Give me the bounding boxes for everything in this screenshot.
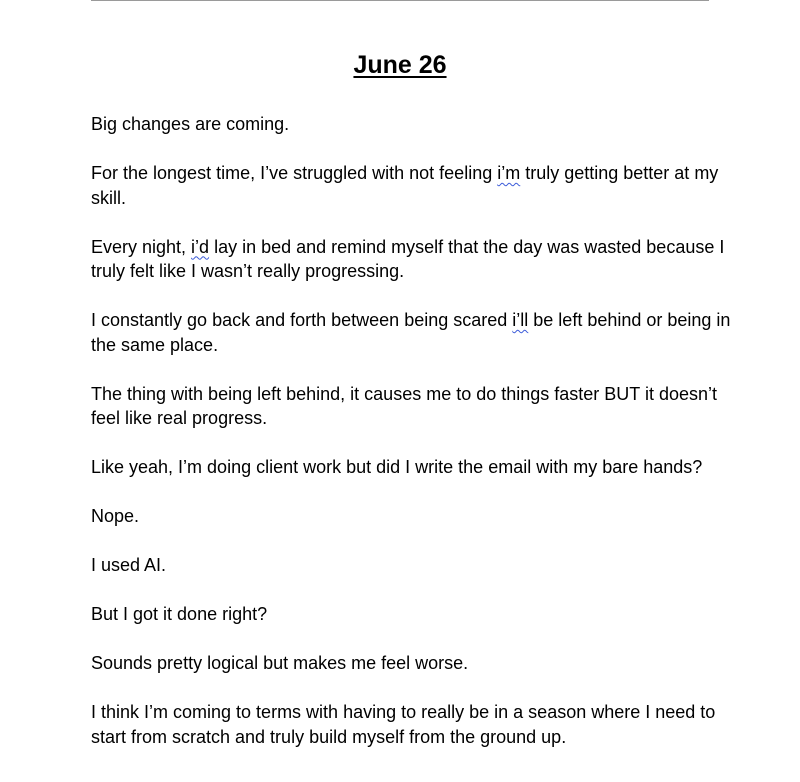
- paragraph-text: But I got it done right?: [91, 604, 268, 624]
- paragraph: [91, 161, 731, 210]
- paragraph-text: Every night,: [91, 236, 192, 257]
- paragraph-text: Sounds pretty logical but makes me feel worse.: [91, 653, 469, 673]
- paragraph-text: For the longest time, I’ve struggled with not feeling: [91, 163, 498, 183]
- paragraph-text: lay in bed and remind myself that the day was wasted because I truly felt like I wasn’t really progressing.: [91, 236, 725, 281]
- paragraph-text: be left behind or being in the same place.: [91, 310, 731, 355]
- paragraph-text: The thing with being left behind, it causes me to do things faster BUT it doesn’t feel like real progress.: [91, 383, 718, 428]
- paragraph: [91, 651, 731, 676]
- paragraph: [91, 700, 731, 749]
- paragraph-text: Big changes are coming.: [91, 114, 290, 134]
- paragraph: [91, 455, 731, 480]
- paragraph: [91, 235, 731, 284]
- paragraph-text: I think I’m coming to terms with having to really be in a season where I need to start from scratch and truly build myself from the ground up.: [91, 702, 716, 747]
- document-title: June 26: [353, 51, 447, 79]
- spellcheck-flagged-word: i’d: [191, 236, 210, 257]
- paragraph-text: I constantly go back and forth between being scared: [91, 310, 513, 330]
- paragraph: [91, 382, 731, 431]
- paragraph-text: truly getting better at my skill.: [91, 163, 719, 208]
- paragraph: [91, 553, 731, 578]
- paragraph-text: I used AI.: [91, 555, 167, 575]
- paragraph-text: Like yeah, I’m doing client work but did I write the email with my bare hands?: [91, 457, 703, 477]
- paragraph: [91, 112, 731, 137]
- paragraph: [91, 602, 731, 627]
- paragraph-text: Nope.: [91, 506, 140, 526]
- paragraph: [91, 308, 731, 357]
- spellcheck-flagged-word: i’m: [497, 163, 521, 183]
- spellcheck-flagged-word: i’ll: [512, 310, 529, 330]
- paragraph: [91, 504, 731, 529]
- document-body[interactable]: [91, 112, 731, 774]
- page-top-border: [91, 0, 709, 1]
